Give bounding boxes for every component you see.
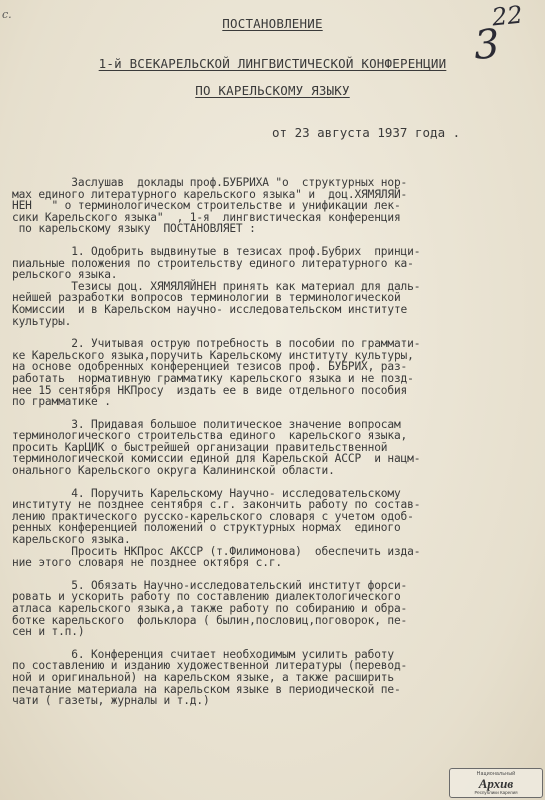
resolution-item-5 bbox=[12, 580, 537, 638]
text-line: карельского языка. bbox=[12, 533, 131, 547]
text-line: Тезисы доц. ХЯМЯЛЯЙНЕН принять как материал для даль- bbox=[12, 279, 421, 293]
document-date: от 23 августа 1937 года . bbox=[272, 125, 461, 140]
resolution-item-2 bbox=[12, 338, 537, 408]
text-line: нейшей разработки вопросов терминологии в терминологической bbox=[12, 291, 401, 305]
text-line: ке Карельского языка,поручить Карельскому институту культуры, bbox=[12, 348, 414, 362]
resolution-item-3 bbox=[12, 419, 537, 477]
stamp-sub-text: Республики Карелия bbox=[474, 790, 518, 795]
text-line: 4. Поручить Карельскому Научно- исследовательскому bbox=[12, 486, 401, 500]
text-line: работать нормативную грамматику карельского языка и не позд- bbox=[12, 371, 414, 385]
text-line: рельского языка. bbox=[12, 268, 118, 282]
text-line: НЕН " о терминологическом строительстве и унификации лек- bbox=[12, 199, 401, 213]
document-title: ПОСТАНОВЛЕНИЕ bbox=[222, 16, 323, 31]
archive-stamp-logo bbox=[449, 768, 543, 798]
text-line: лению практического русско-карельского словаря с учетом одоб- bbox=[12, 509, 414, 523]
text-line: 3. Придавая большое политическое значение вопросам bbox=[12, 417, 401, 431]
conference-subtitle: ПО КАРЕЛЬСКОМУ ЯЗЫКУ bbox=[195, 83, 350, 98]
text-line: по составлению и изданию художественной литературы (перевод- bbox=[12, 659, 408, 673]
text-line: институту не позднее сентября с.г. закончить работу по состав- bbox=[12, 498, 421, 512]
text-line: Просить НКПрос АКССР (т.Филимонова) обеспечить изда- bbox=[12, 544, 421, 558]
text-line: 1. Одобрить выдвинутые в тезисах проф.Бубрих принци- bbox=[12, 244, 421, 258]
text-line: ботке карельского фольклора ( былин,пословиц,поговорок, пе- bbox=[12, 613, 408, 627]
text-line: культуры. bbox=[12, 314, 72, 328]
text-line: Заслушав доклады проф.БУБРИХА "о структурных нор- bbox=[12, 176, 408, 189]
text-line: ренных конференцией положений о структурных нормах единого bbox=[12, 521, 401, 535]
text-line: мах единого литературного карельского языка" и доц.ХЯМЯЛЯЙ- bbox=[12, 187, 408, 201]
corner-mark: с. bbox=[2, 8, 12, 21]
text-line: на основе одобренных конференцией тезисов проф. БУБРИХ, раз- bbox=[12, 360, 408, 374]
resolution-item-6 bbox=[12, 649, 537, 707]
document-body bbox=[12, 177, 537, 707]
text-line: терминологической комиссии единой для Карельской АССР и нацм- bbox=[12, 452, 421, 466]
text-line: по грамматике . bbox=[12, 395, 111, 409]
stamp-main-text: Архив bbox=[478, 776, 514, 791]
handwritten-page-number: 3 bbox=[471, 21, 501, 69]
text-line: сен и т.п.) bbox=[12, 625, 85, 639]
text-line: просить КарЦИК о быстрейшей организации правительственной bbox=[12, 440, 388, 454]
handwritten-archive-number: 22 bbox=[491, 0, 525, 32]
conference-title: 1-й ВСЕКАРЕЛЬСКОЙ ЛИНГВИСТИЧЕСКОЙ КОНФЕРЕНЦИИ bbox=[98, 56, 447, 71]
text-line: сики Карельского языка" , 1-я лингвистическая конференция bbox=[12, 210, 401, 224]
text-line: ной и оригинальной) на карельском языке, а также расширить bbox=[12, 670, 394, 684]
text-line: 5. Обязать Научно-исследовательский институт форси- bbox=[12, 578, 408, 592]
text-line: чати ( газеты, журналы и т.д.) bbox=[12, 694, 210, 708]
text-line: терминологического строительства единого карельского языка, bbox=[12, 429, 408, 443]
text-line: атласа карельского языка,а также работу по собиранию и обра- bbox=[12, 602, 408, 615]
text-line: онального Карельского округа Калининской области. bbox=[12, 464, 335, 478]
text-line: печатание материала на карельском языке в периодической пе- bbox=[12, 682, 401, 696]
text-line: пиальные положения по строительству единого литературного ка- bbox=[12, 256, 414, 270]
text-line: по карельскому языку ПОСТАНОВЛЯЕТ : bbox=[12, 222, 256, 236]
resolution-item-1 bbox=[12, 246, 537, 327]
text-line: ровать и ускорить работу по составлению диалектологического bbox=[12, 590, 401, 604]
text-line: ние этого словаря не позднее октября с.г. bbox=[12, 556, 283, 570]
text-line: 2. Учитывая острую потребность в пособии по граммати- bbox=[12, 337, 421, 351]
stamp-top-text: Национальный bbox=[476, 771, 516, 777]
resolution-item-4 bbox=[12, 488, 537, 569]
text-line: 6. Конференция считает необходимым усилить работу bbox=[12, 647, 394, 661]
text-line: Комиссии и в Карельском научно- исследовательском институте bbox=[12, 302, 408, 316]
intro-paragraph bbox=[12, 177, 537, 235]
text-line: нее 15 сентября НКПросу издать ее в виде отдельного пособия bbox=[12, 383, 408, 397]
